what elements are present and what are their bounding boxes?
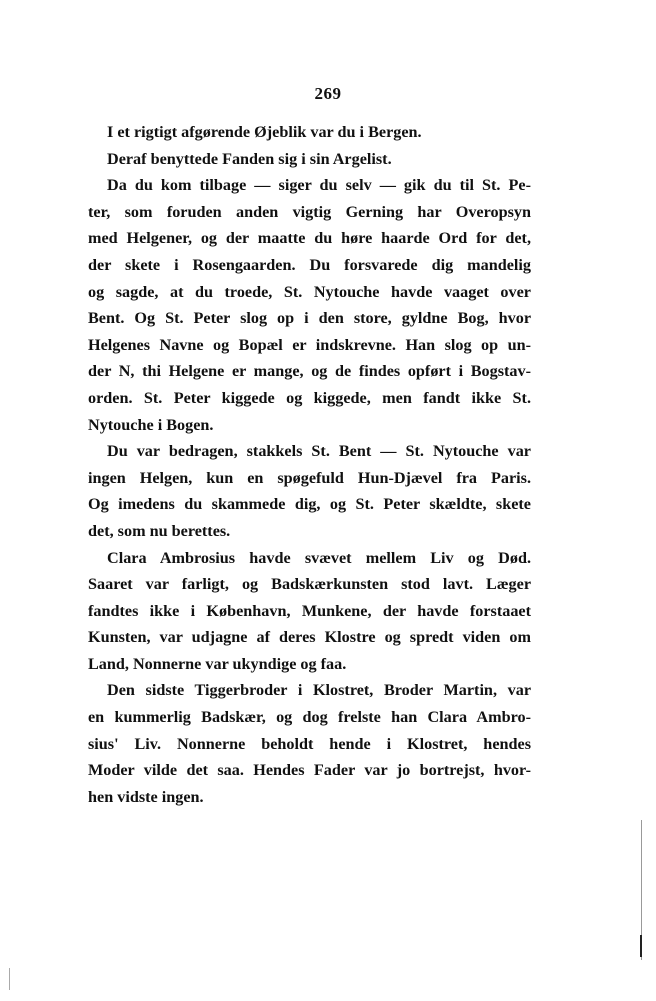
- text-line: Du var bedragen, stakkels St. Bent — St. Nytouche var: [107, 442, 531, 461]
- text-line: der skete i Rosengaarden. Du forsvarede dig mandelig: [88, 255, 531, 274]
- text-line: Den sidste Tiggerbroder i Klostret, Broder Martin, var: [107, 681, 531, 700]
- text-line: Land, Nonnerne var ukyndige og faa.: [88, 654, 347, 673]
- text-line: ingen Helgen, kun en spøgefuld Hun-Djævel fra Paris.: [88, 468, 531, 487]
- text-line: Nytouche i Bogen.: [88, 415, 214, 434]
- text-line: Kunsten, var udjagne af deres Klostre og spredt viden om: [88, 628, 531, 647]
- text-line: Og imedens du skammede dig, og St. Peter skældte, skete: [88, 495, 531, 514]
- scan-edge-mark: [9, 968, 10, 990]
- text-line: Deraf benyttede Fanden sig i sin Argelist.: [107, 149, 392, 168]
- text-line: og sagde, at du troede, St. Nytouche havde vaaget over: [88, 282, 531, 301]
- scan-edge-mark: [640, 935, 642, 957]
- text-line: hen vidste ingen.: [88, 787, 204, 806]
- text-line: fandtes ikke i København, Munkene, der havde forstaaet: [88, 601, 531, 620]
- text-line: Moder vilde det saa. Hendes Fader var jo bortrejst, hvor-: [88, 761, 531, 780]
- text-line: Helgenes Navne og Bopæl er indskrevne. Han slog op un-: [88, 335, 531, 354]
- body-text: [88, 119, 531, 810]
- text-line: I et rigtigt afgørende Øjeblik var du i Bergen.: [107, 123, 422, 141]
- page-number: 269: [314, 84, 342, 103]
- text-line: en kummerlig Badskær, og dog frelste han Clara Ambro-: [88, 708, 531, 727]
- text-line: Clara Ambrosius havde svævet mellem Liv og Død.: [107, 548, 531, 567]
- text-line: orden. St. Peter kiggede og kiggede, men fandt ikke St.: [88, 388, 531, 407]
- text-line: Bent. Og St. Peter slog op i den store, gyldne Bog, hvor: [88, 309, 531, 328]
- text-line: Saaret var farligt, og Badskærkunsten stod lavt. Læger: [88, 575, 531, 594]
- text-line: det, som nu berettes.: [88, 521, 231, 540]
- text-line: ter, som foruden anden vigtig Gerning har Overopsyn: [88, 202, 531, 221]
- text-line: Da du kom tilbage — siger du selv — gik du til St. Pe-: [107, 176, 531, 195]
- text-line: med Helgener, og der maatte du høre haarde Ord for det,: [88, 229, 531, 248]
- text-line: der N, thi Helgene er mange, og de findes opført i Bogstav-: [88, 362, 531, 381]
- text-line: sius' Liv. Nonnerne beholdt hende i Klostret, hendes: [88, 734, 531, 753]
